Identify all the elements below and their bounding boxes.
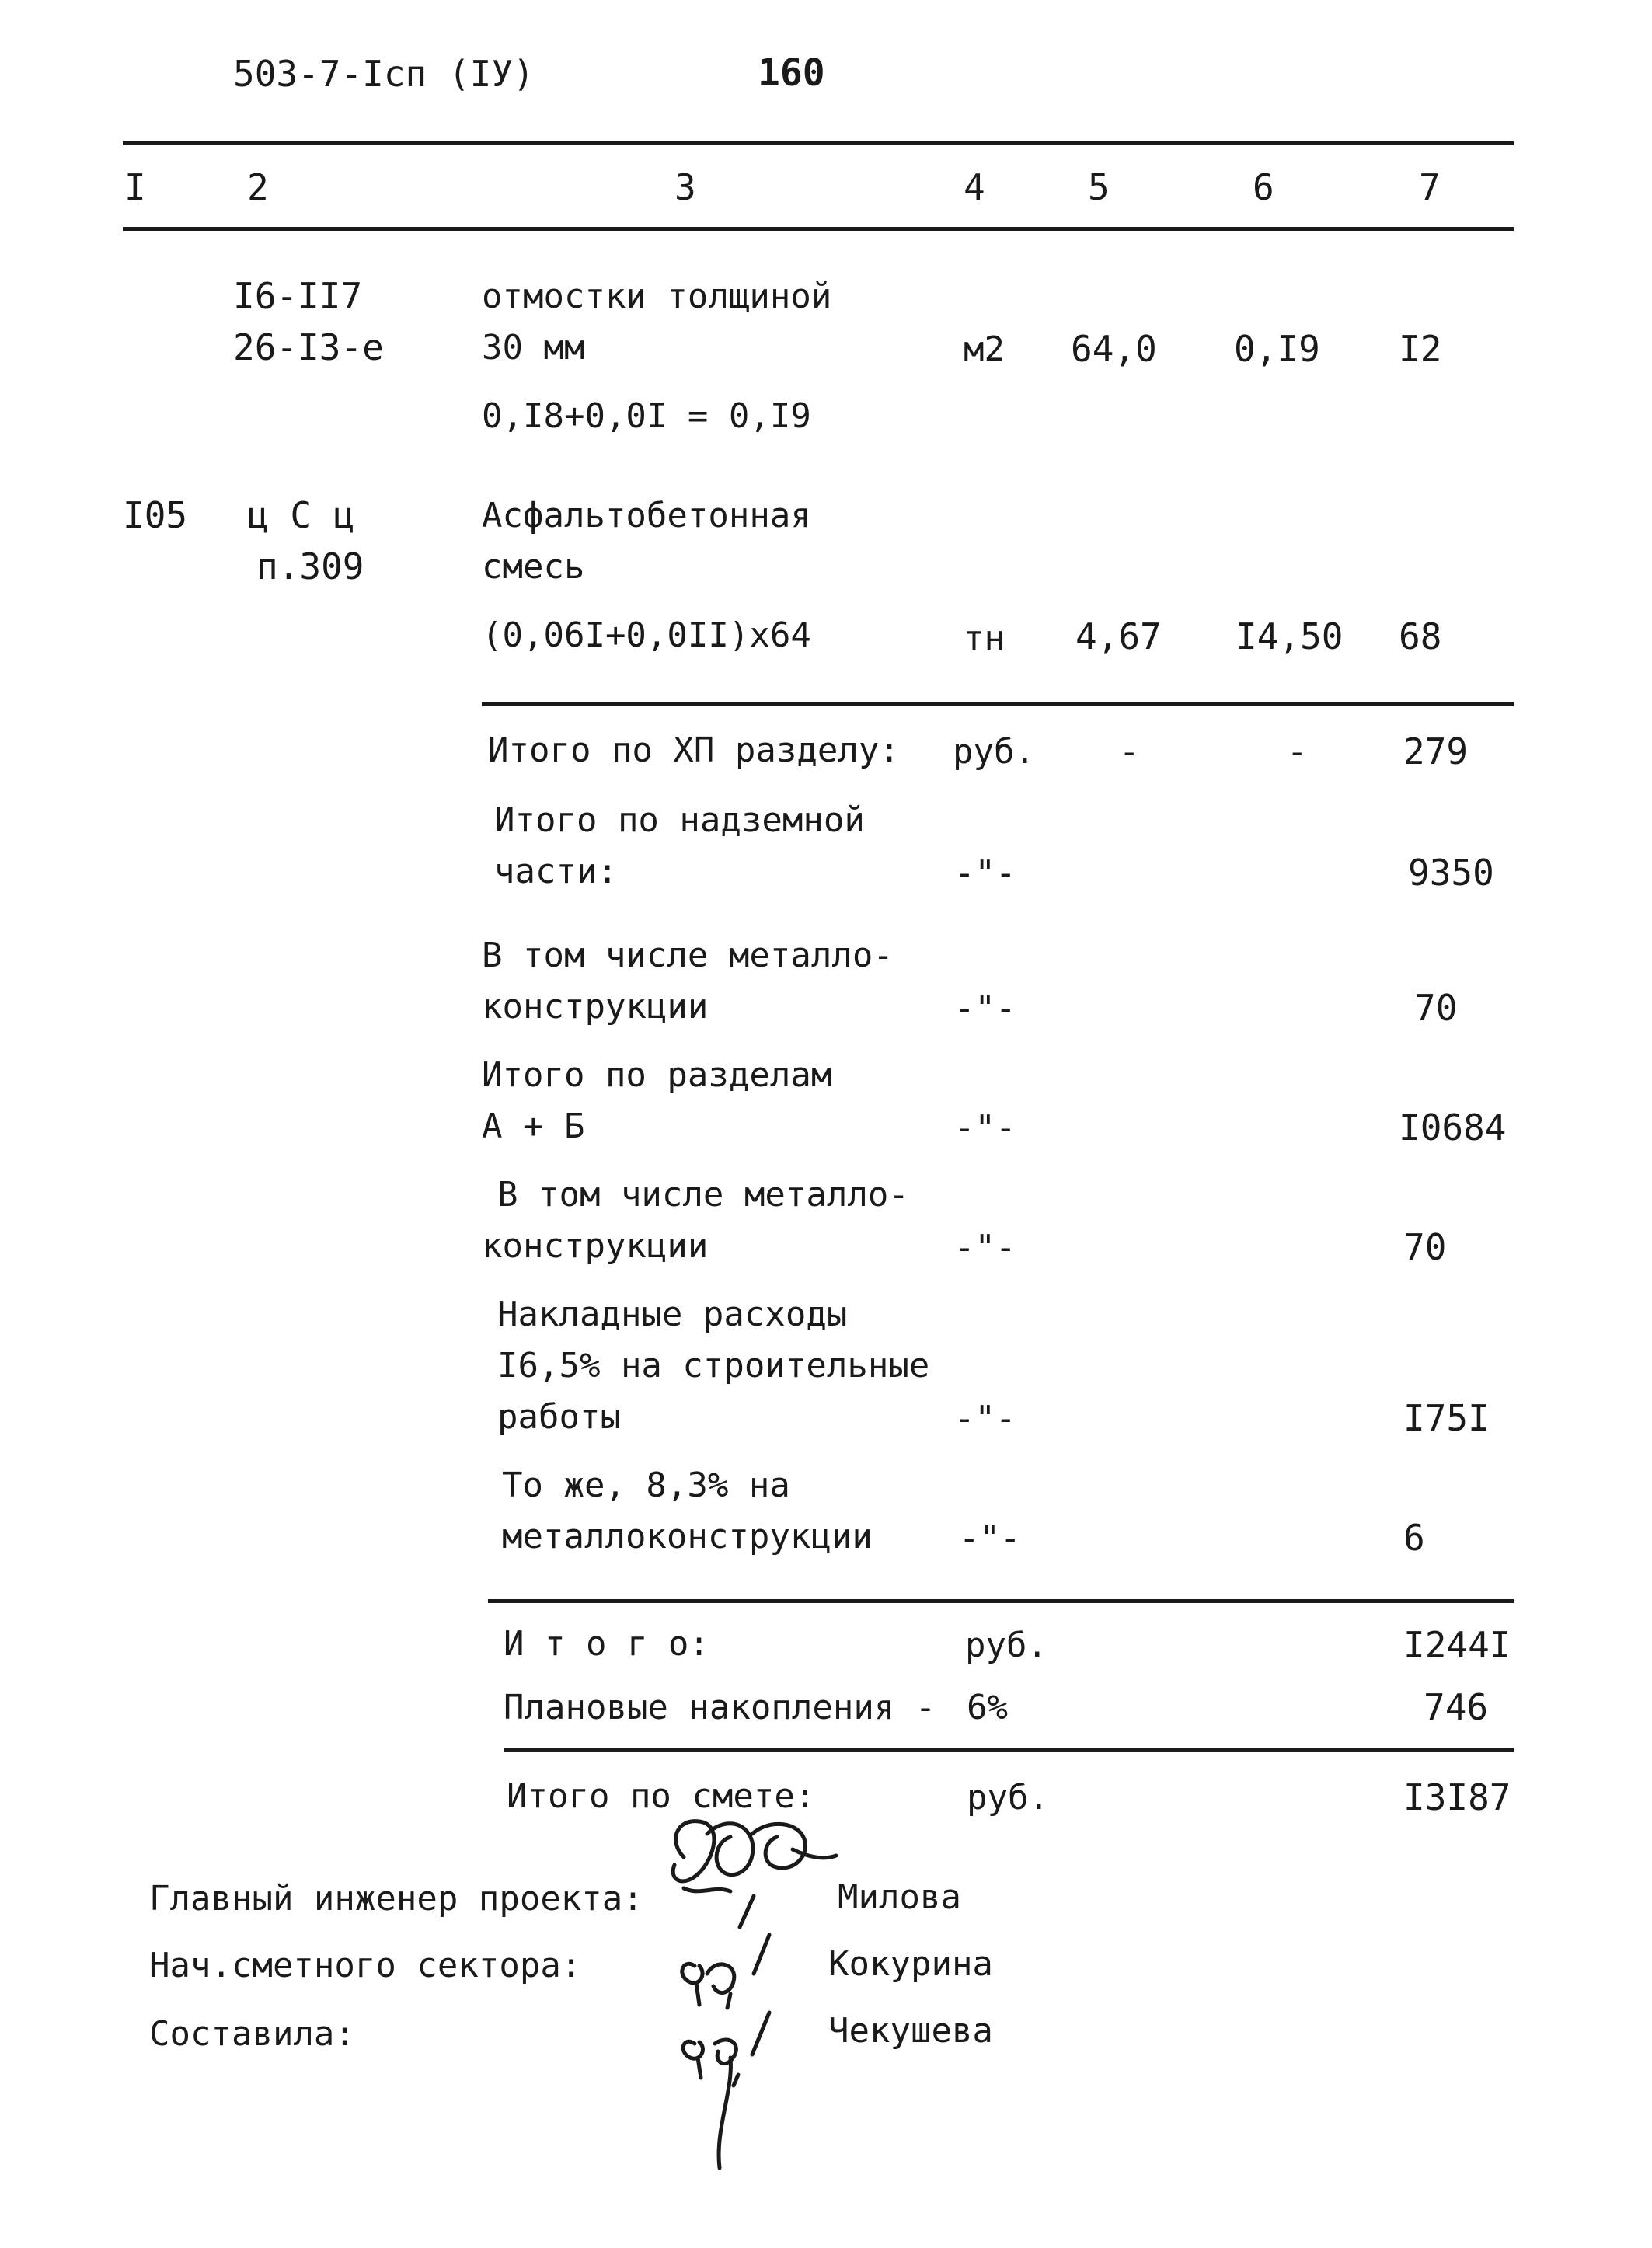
grand-total-value: I3I87	[1403, 1776, 1511, 1818]
quantity: 64,0	[1071, 328, 1157, 370]
section-rule	[482, 702, 1514, 706]
summary-label: В том числе металло-	[497, 1175, 909, 1215]
signature-role: Нач.сметного сектора:	[149, 1946, 582, 1985]
column-header-3: 3	[674, 166, 696, 208]
grand-total-rule	[504, 1748, 1514, 1752]
column-header-2: 2	[247, 166, 269, 208]
line-total: I2	[1399, 328, 1442, 370]
column-header-4: 4	[964, 166, 985, 208]
summary-label: То же, 8,3% на	[502, 1466, 790, 1505]
unit: руб.	[965, 1626, 1047, 1665]
unit: -"-	[954, 1399, 1016, 1438]
item-number: I05	[123, 494, 188, 536]
total-label: И т о г о:	[504, 1624, 709, 1664]
unit: руб.	[967, 1778, 1049, 1818]
summary-label: металлоконструкции	[502, 1517, 873, 1556]
grand-total-label: Итого по смете:	[507, 1776, 816, 1816]
summary-label: Итого по ХП разделу:	[488, 730, 900, 770]
unit-price: -	[1287, 732, 1308, 772]
summary-label: части:	[494, 852, 618, 891]
signatory-name: Кокурина	[828, 1944, 993, 1984]
item-formula: 0,I8+0,0I = 0,I9	[482, 396, 811, 436]
column-header-5: 5	[1088, 166, 1110, 208]
unit-price: 0,I9	[1234, 328, 1320, 370]
signatory-name: Милова	[838, 1877, 961, 1917]
unit: -"-	[954, 853, 1016, 893]
column-header-7: 7	[1419, 166, 1441, 208]
summary-label: I6,5% на строительные	[497, 1346, 930, 1385]
column-header-6: 6	[1253, 166, 1274, 208]
item-description: смесь	[482, 547, 585, 587]
unit: -"-	[959, 1518, 1021, 1558]
document-code: 503-7-Iсп (IУ)	[233, 53, 535, 95]
line-total: 68	[1399, 615, 1442, 657]
unit: м2	[964, 329, 1005, 369]
page-number: 160	[758, 51, 825, 95]
summary-label: Накладные расходы	[497, 1295, 848, 1334]
item-formula: (0,06I+0,0II)х64	[482, 615, 811, 655]
unit: -"-	[954, 1108, 1016, 1148]
signature-role: Составила:	[149, 2014, 355, 2054]
unit: тн	[964, 619, 1005, 658]
summary-label: конструкции	[482, 1226, 709, 1266]
resource-code: I6-II7	[233, 275, 363, 317]
summary-label: Итого по надземной	[494, 800, 865, 840]
item-description: отмостки толщиной	[482, 277, 832, 316]
item-description: 30 мм	[482, 328, 585, 368]
line-total: I75I	[1403, 1397, 1490, 1439]
resource-code: 26-I3-е	[233, 326, 384, 368]
summary-label: В том числе металло-	[482, 936, 894, 975]
total-label: Плановые накопления -	[504, 1688, 936, 1727]
signatory-name: Чекушева	[828, 2011, 993, 2051]
line-total: 279	[1403, 730, 1469, 772]
totals-rule	[488, 1599, 1514, 1603]
column-header-1: I	[124, 166, 146, 208]
table-top-rule	[123, 141, 1514, 145]
line-total: 746	[1424, 1686, 1489, 1728]
column-header-rule	[123, 227, 1514, 231]
unit: руб.	[953, 732, 1035, 772]
handwritten-signature	[653, 1811, 839, 2176]
quantity: -	[1119, 732, 1140, 772]
resource-code: ц С ц	[247, 494, 355, 536]
unit-price: I4,50	[1236, 615, 1344, 657]
unit: -"-	[954, 988, 1016, 1028]
line-total: 9350	[1408, 852, 1494, 894]
summary-label: работы	[497, 1397, 621, 1437]
quantity: 4,67	[1075, 615, 1162, 657]
resource-code: п.309	[256, 545, 364, 587]
unit: 6%	[967, 1688, 1008, 1727]
summary-label: конструкции	[482, 987, 709, 1026]
line-total: 70	[1403, 1226, 1447, 1268]
line-total: 6	[1403, 1517, 1425, 1559]
signature-role: Главный инженер проекта:	[149, 1879, 643, 1919]
item-description: Асфальтобетонная	[482, 496, 811, 535]
summary-label: Итого по разделам	[482, 1055, 832, 1095]
summary-label: А + Б	[482, 1107, 585, 1146]
line-total: 70	[1414, 987, 1458, 1029]
line-total: I244I	[1403, 1624, 1511, 1666]
unit: -"-	[954, 1228, 1016, 1267]
line-total: I0684	[1399, 1107, 1507, 1148]
